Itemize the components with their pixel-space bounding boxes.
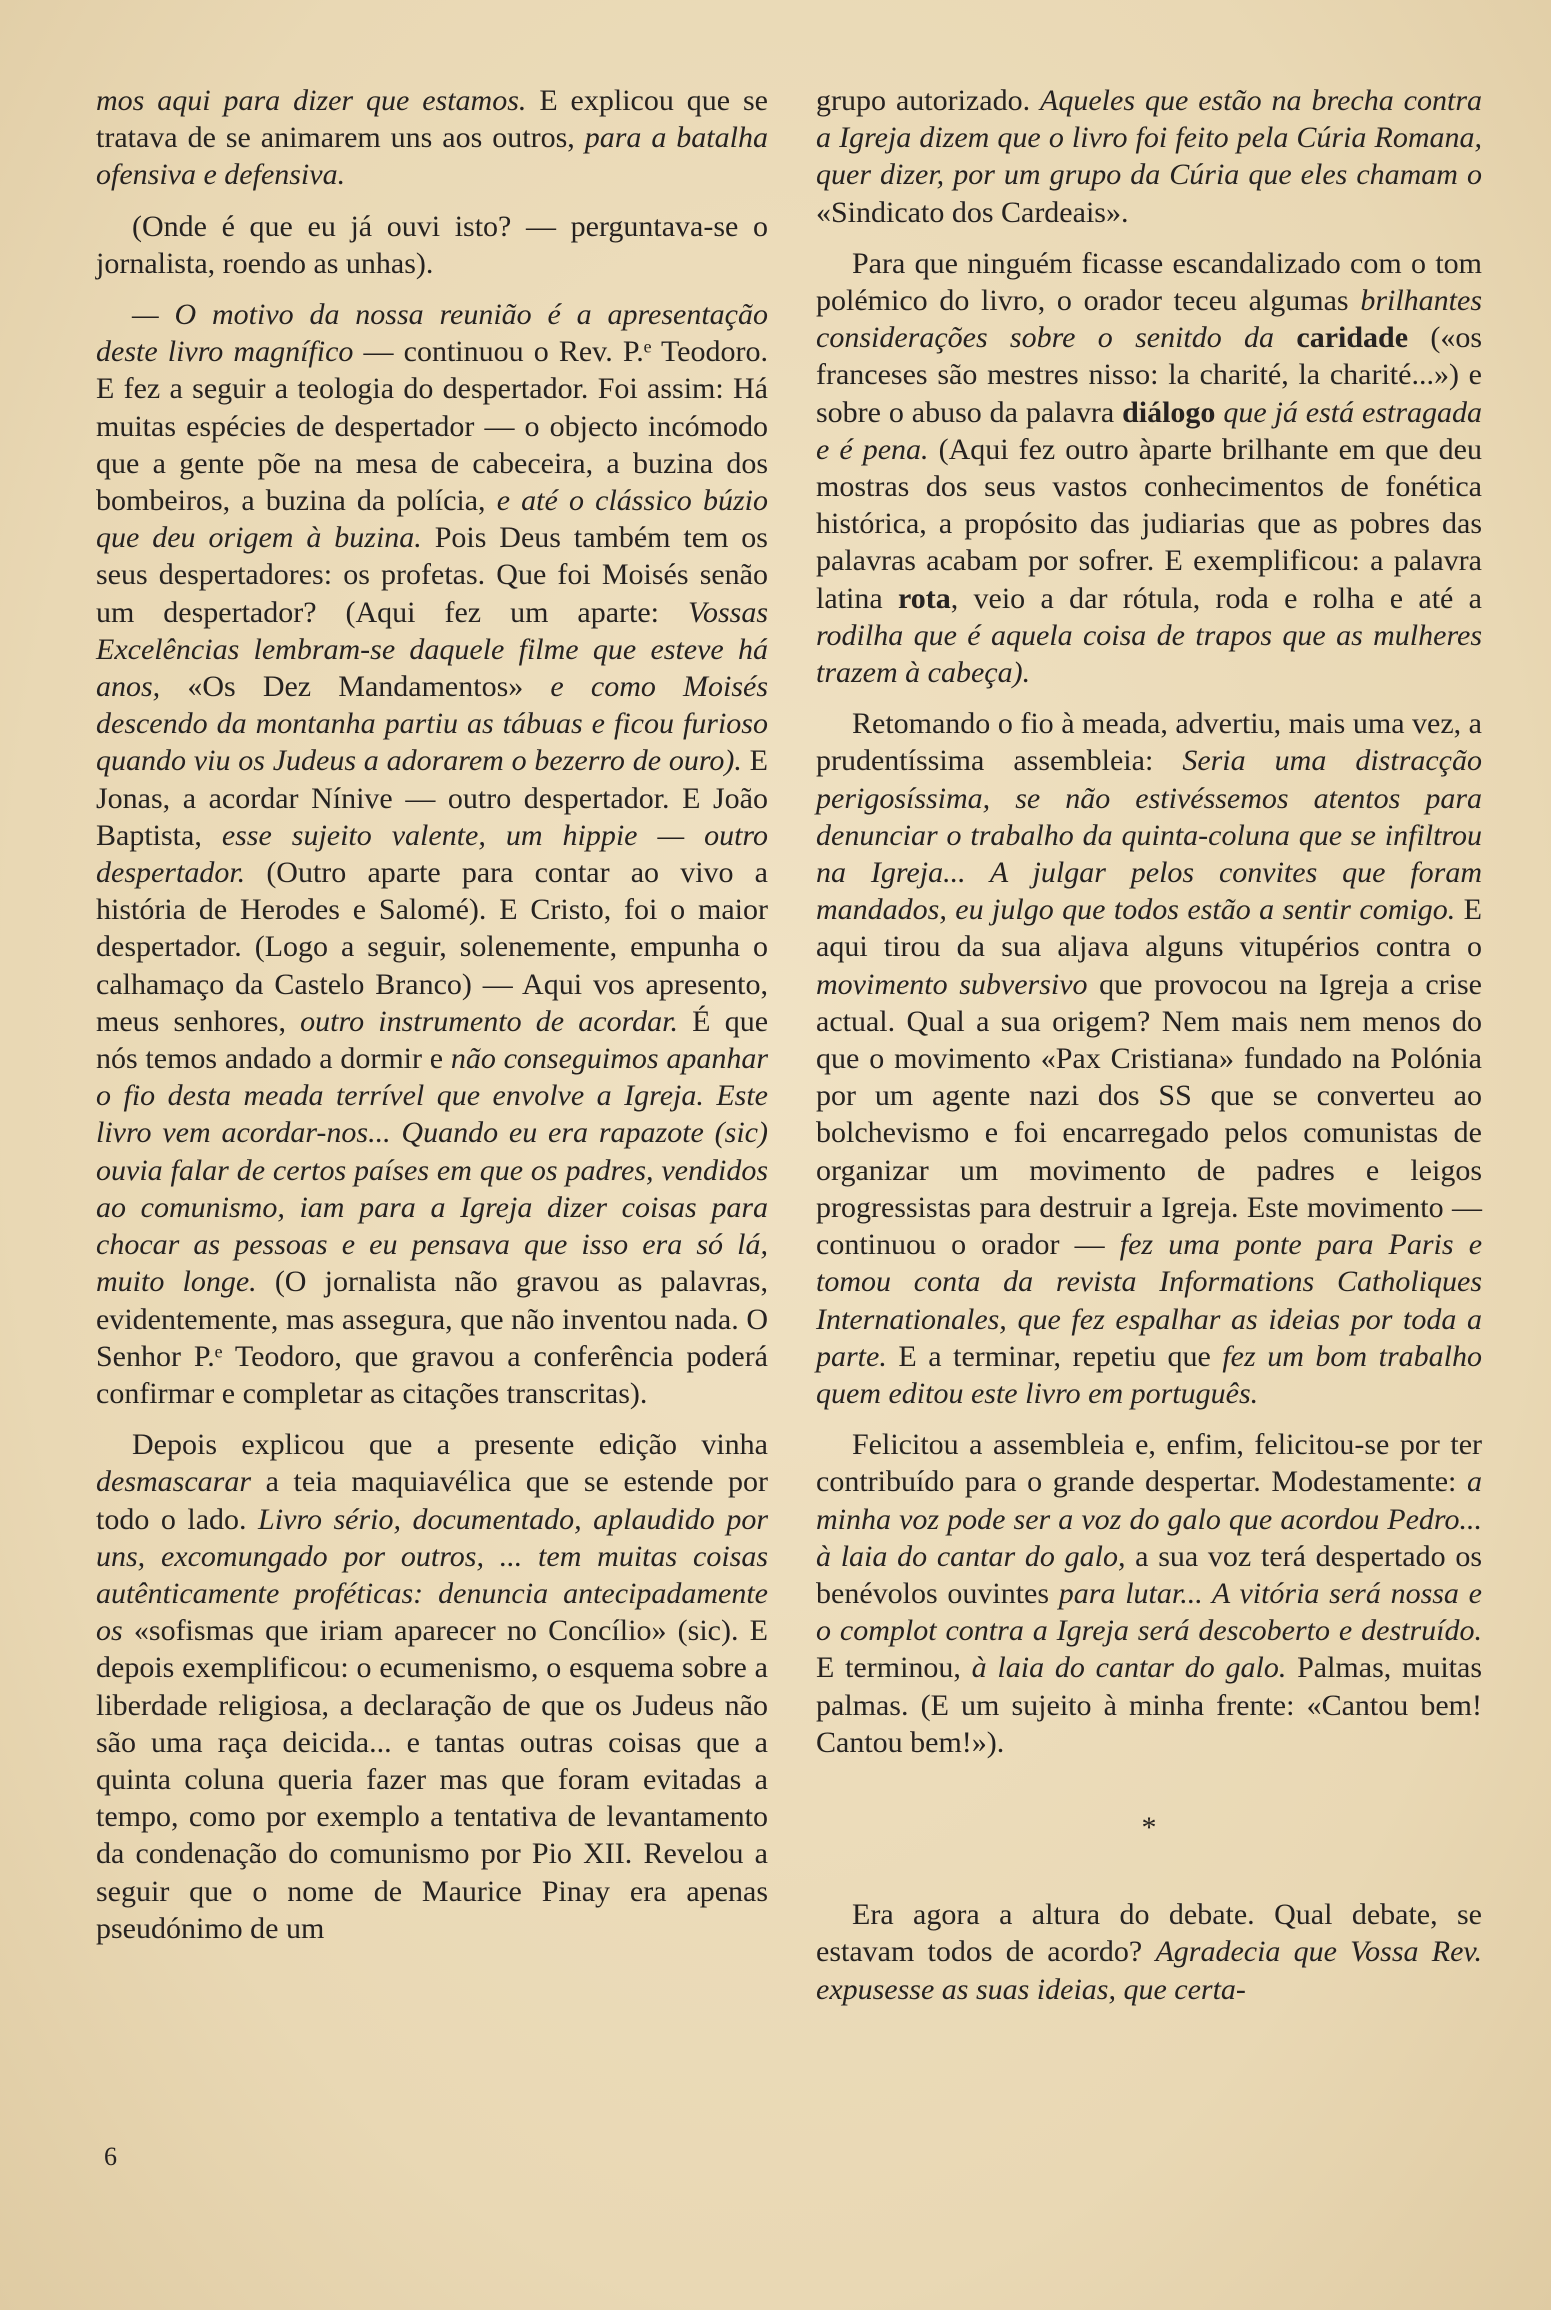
text-run: E terminou, <box>816 1651 972 1685</box>
bold-text-run: rota <box>897 581 951 615</box>
italic-text-run: e como Moisés descendo da montanha partiu as tábuas e ficou furioso quando viu os Judeus a adorarem o bezerro de ouro). <box>96 670 768 778</box>
italic-text-run: e até o clássico búzio que deu origem à buzina. <box>96 484 768 555</box>
bold-text-run: diálogo <box>1122 395 1216 429</box>
text-run: que provocou na Igreja a crise actual. Qual a sua origem? Nem mais nem menos do que o movimento «Pax Cristiana» fundado na Polónia por um agente nazi dos SS que se converteu ao bolchevismo e foi encarregado pelos comunistas de organizar um movimento de padres e leigos progressistas para destruir a Igreja. Este movimento — continuou o orador — <box>816 967 1482 1262</box>
text-run: (Outro aparte para contar ao vivo a história de Herodes e Salomé). E Cristo, foi o maior despertador. (Logo a seguir, solenemente, empunha o calhamaço da Castelo Branco) — Aqui vos apresento, meus senhores, <box>96 856 768 1038</box>
text-run: — continuou o Rev. P.ᵉ Teodoro. E fez a seguir a teologia do despertador. Foi assim: Há muitas espécies de despertador — o objecto incómodo que a gente põe na mesa de cabeceira, a buzina dos bombeiros, a buzina da polícia, <box>96 335 768 518</box>
paragraph <box>96 1426 768 1947</box>
italic-text-run: desmascarar <box>96 1465 251 1499</box>
italic-text-run: — O motivo da nossa reunião é a apresentação deste livro magnífico <box>96 298 768 369</box>
text-run: (Aqui fez outro àparte brilhante em que deu mostras dos seus vastos conhecimentos de fonética histórica, a propósito das judiarias que as pobres das palavras acabam por sofrer. E exemplificou: a palavra latina <box>816 432 1482 615</box>
italic-text-run: Agradecia que Vossa Rev. expusesse as suas ideias, que certa- <box>816 1935 1482 2006</box>
text-run: Retomando o fio à meada, advertiu, mais uma vez, a prudentíssima assembleia: <box>816 707 1482 778</box>
italic-text-run: para lutar... A vitória será nossa e o complot contra a Igreja será descoberto e destruído. <box>816 1576 1482 1648</box>
paragraph <box>816 1426 1482 1761</box>
italic-text-run: mos aqui para dizer que estamos. <box>96 84 527 117</box>
italic-text-run: fez uma ponte para Paris e tomou conta da revista Informations Catholiques Internationales, que fez espalhar as ideias por toda a parte. <box>816 1228 1483 1373</box>
paragraph <box>816 82 1482 231</box>
italic-text-run: que já está estragada e é pena. <box>816 395 1483 466</box>
right-column <box>816 82 1482 2022</box>
text-run <box>1274 321 1296 354</box>
text-run: Era agora a altura do debate. Qual debate, se estavam todos de acordo? <box>816 1898 1482 1969</box>
text-run: «Os Dez Mandamentos» <box>160 670 551 704</box>
text-run: E Jonas, a acordar Nínive — outro despertador. E João Baptista, <box>96 744 768 852</box>
italic-text-run: brilhantes considerações sobre o senitdo da <box>816 284 1482 355</box>
paragraph <box>96 82 768 194</box>
italic-text-run: não conseguimos apanhar o fio desta meada terrível que envolve a Igreja. Este livro vem acordar-nos... Quando eu era rapazote (sic) ouvia falar de certos países em que os padres, vendidos ao comunismo, iam para a Igreja dizer coisas para chocar as pessoas e eu pensava que isso era só lá, muito longe. <box>96 1042 769 1299</box>
text-run: «Sindicato dos Cardeais». <box>816 195 1129 229</box>
italic-text-run: Aqueles que estão na brecha contra a Igreja dizem que o livro foi feito pela Cúria Romana, quer dizer, por um grupo da Cúria que eles chamam o <box>816 84 1482 192</box>
bold-text-run: caridade <box>1296 321 1409 355</box>
text-run: E explicou que se tratava de se animarem uns aos outros, <box>96 84 768 155</box>
italic-text-run: movimento subversivo <box>816 967 1088 1001</box>
italic-text-run: Vossas Excelências lembram-se daquele filme que esteve há anos, <box>96 595 768 704</box>
text-run: «sofismas que iriam aparecer no Concílio» (sic). E depois exemplificou: o ecumenismo, o esquema sobre a liberdade religiosa, a declaração de que os Judeus não são uma raça deicida... e tantas outras coisas que a quinta coluna queria fazer mas que foram evitadas a tempo, como por exemplo a tentativa de levantamento da condenação do comunismo por Pio XII. Revelou a seguir que o nome de Maurice Pinay era apenas pseudónimo de um <box>96 1614 768 1945</box>
italic-text-run: a minha voz pode ser a voz do galo que acordou Pedro... à laia do cantar do galo, <box>816 1465 1482 1573</box>
text-run: Felicitou a assembleia e, enfim, felicitou-se por ter contribuído para o grande despertar. Modestamente: <box>816 1428 1482 1499</box>
text-run: , veio a dar rótula, roda e rolha e até a <box>950 581 1482 615</box>
text-run: E a terminar, repetiu que <box>886 1339 1223 1373</box>
text-run: Palmas, muitas palmas. (E um sujeito à minha frente: «Cantou bem! Cantou bem!»). <box>816 1651 1483 1759</box>
paragraph <box>96 296 768 1412</box>
italic-text-run: esse sujeito valente, um hippie — outro despertador. <box>96 818 768 890</box>
paragraph <box>96 208 768 282</box>
italic-text-run: à laia do cantar do galo. <box>971 1651 1287 1685</box>
text-run: grupo autorizado. <box>816 84 1041 117</box>
paragraph <box>816 1896 1482 2008</box>
text-run: Depois explicou que a presente edição vinha <box>132 1428 768 1462</box>
text-run: (O jornalista não gravou as palavras, evidentemente, mas assegura, que não inventou nada. O Senhor P.ᵉ Teodoro, que gravou a conferência poderá confirmar e completar as citações transcritas). <box>96 1265 768 1410</box>
text-run: Pois Deus também tem os seus despertadores: os profetas. Que foi Moisés senão um despertador? (Aqui fez um aparte: <box>96 521 768 629</box>
text-run: É que nós temos andado a dormir e <box>96 1004 769 1076</box>
section-separator: * <box>1141 1810 1157 1844</box>
paragraph <box>816 245 1482 691</box>
italic-text-run: rodilha que é aquela coisa de trapos que as mulheres trazem à cabeça). <box>816 618 1482 690</box>
text-run: E aqui tirou da sua aljava alguns vitupérios contra o <box>816 893 1482 964</box>
italic-text-run: Livro sério, documentado, aplaudido por uns, excomungado por outros, ... tem muitas coisas autênticamente proféticas: denuncia antecipadamente os <box>96 1502 768 1648</box>
italic-text-run: Seria uma distracção perigosíssima, se não estivéssemos atentos para denunciar o trabalho da quinta-coluna que se infiltrou na Igreja... A julgar pelos convites que foram mandados, eu julgo que todos estão a sentir comigo. <box>816 744 1482 927</box>
text-run: Para que ninguém ficasse escandalizado com o tom polémico do livro, o orador teceu algumas <box>816 246 1482 318</box>
page-number: 6 <box>104 2142 117 2171</box>
text-run: («os franceses são mestres nisso: la charité, la charité...») e sobre o abuso da palavra <box>816 321 1483 429</box>
italic-text-run: outro instrumento de acordar. <box>300 1004 678 1038</box>
italic-text-run: para a batalha ofensiva e defensiva. <box>96 121 768 192</box>
paragraph <box>816 705 1482 1412</box>
italic-text-run: fez um bom trabalho quem editou este livro em português. <box>816 1339 1482 1410</box>
text-run: a teia maquiavélica que se estende por todo o lado. <box>96 1465 768 1536</box>
text-run: a sua voz terá despertado os benévolos ouvintes <box>816 1539 1482 1610</box>
text-run: (Onde é que eu já ouvi isto? — perguntava-se o jornalista, roendo as unhas). <box>96 209 768 280</box>
left-column <box>96 82 768 1961</box>
